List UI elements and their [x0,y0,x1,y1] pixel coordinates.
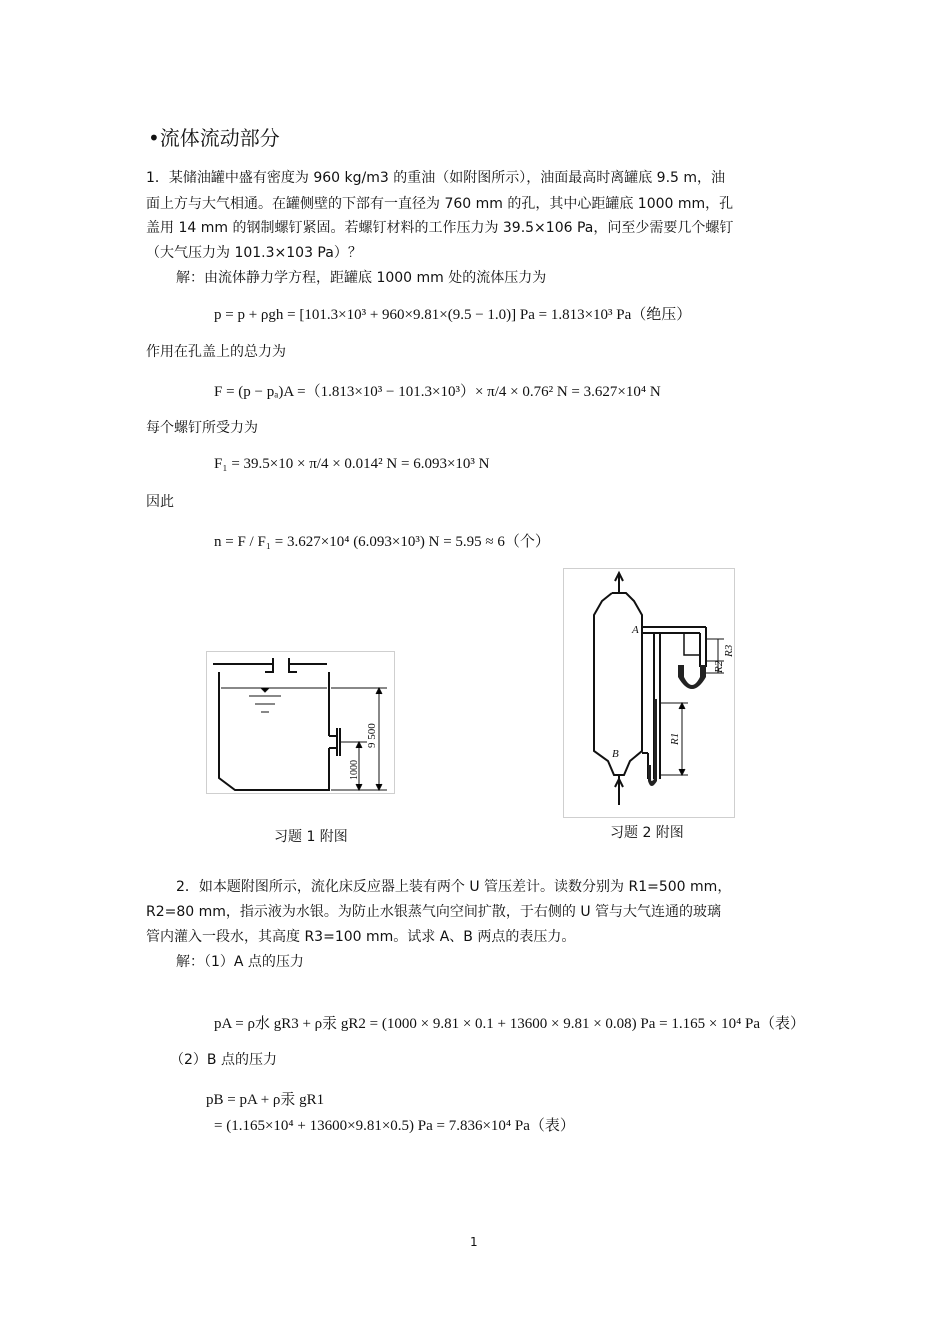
equation-1: p = p + ρgh = [101.3×10³ + 960×9.81×(9.5 − 1.0)] Pa = 1.813×10³ Pa（绝压） [214,307,692,323]
r3-label: R3 [723,644,734,657]
text-total-force: 作用在孔盖上的总力为 [146,344,286,360]
figure-1-tank [206,651,395,794]
reactor-diagram [564,569,734,817]
problem1-line-4: （大气压力为 101.3×103 Pa）？ [146,245,362,261]
figure-1-caption: 习题 1 附图 [274,829,348,845]
point-a-label: A [632,624,639,636]
problem2-line-3: 管内灌入一段水，其高度 R3=100 mm。试求 A、B 两点的表压力。 [146,929,576,945]
point-b-label: B [612,748,619,760]
dimension-9500-label: 9 500 [366,723,378,748]
figure-2-reactor [563,568,735,818]
problem1-line-3: 盖用 14 mm 的钢制螺钉紧固。若螺钉材料的工作压力为 39.5×106 Pa，问至少需要几个螺钉 [146,220,734,236]
equation-2: F = (p − pₐ)A =（1.813×10³ − 101.3×10³）× π/4 × 0.76² N = 3.627×10⁴ N [214,384,661,400]
problem2-line-1: 2．如本题附图所示，流化床反应器上装有两个 U 管压差计。读数分别为 R1=500 mm， [176,879,732,895]
problem1-line-2: 面上方与大气相通。在罐侧壁的下部有一直径为 760 mm 的孔，其中心距罐底 1000 mm，孔 [146,196,734,212]
equation-pb-line2: = (1.165×10⁴ + 13600×9.81×0.5) Pa = 7.836×10⁴ Pa（表） [214,1118,575,1134]
figure-2-caption: 习题 2 附图 [610,825,684,841]
problem1-line-1: 1．某储油罐中盛有密度为 960 kg/m3 的重油（如附图所示），油面最高时离罐底 9.5 m，油 [146,170,726,186]
equation-3: F₁ = 39.5×10 × π/4 × 0.014² N = 6.093×10³ N [214,456,490,472]
equation-pb-line1: pB = pA + ρ汞 gR1 [206,1092,325,1108]
text-therefore: 因此 [146,494,174,510]
equation-pa: pA = ρ水 gR3 + ρ汞 gR2 = (1000 × 9.81 × 0.1 + 13600 × 9.81 × 0.08) Pa = 1.165 × 10⁴ Pa（表） [214,1016,806,1032]
dimension-1000-label: 1000 [349,760,360,780]
equation-4: n = F / F₁ = 3.627×10⁴ (6.093×10³) N = 5.95 ≈ 6（个） [214,534,550,550]
text-bolt-force: 每个螺钉所受力为 [146,420,258,436]
solution2-part1: 解：（1）A 点的压力 [176,954,304,970]
section-title: •流体流动部分 [148,126,280,150]
solution2-part2: （2）B 点的压力 [170,1052,277,1068]
page-number: 1 [470,1235,478,1249]
r2-label: R2 [713,660,725,673]
solution1-intro: 解：由流体静力学方程，距罐底 1000 mm 处的流体压力为 [176,270,547,286]
r1-label: R1 [669,732,681,745]
tank-diagram [207,652,394,793]
problem2-line-2: R2=80 mm，指示液为水银。为防止水银蒸气向空间扩散，于右侧的 U 管与大气连通的玻璃 [146,904,722,920]
